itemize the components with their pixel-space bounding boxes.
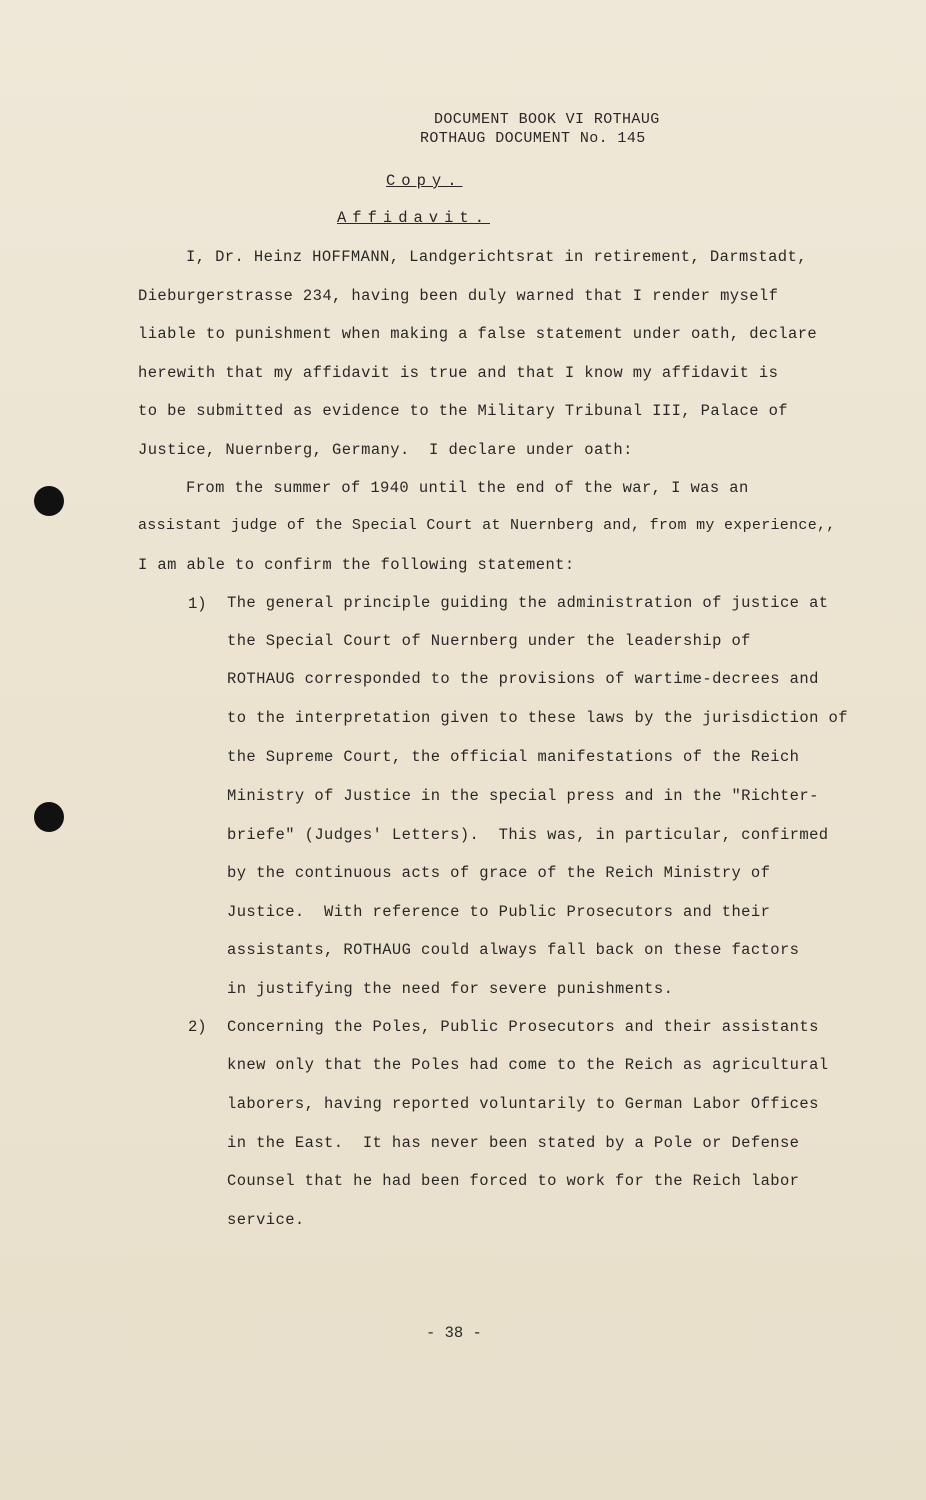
paragraph-line: I am able to confirm the following statement: (138, 556, 575, 574)
item-line: ROTHAUG corresponded to the provisions of wartime-decrees and (227, 670, 819, 688)
page-number: - 38 - (426, 1324, 482, 1342)
item-line: briefe" (Judges' Letters). This was, in particular, confirmed (227, 826, 829, 844)
item-line: Concerning the Poles, Public Prosecutors and their assistants (227, 1018, 819, 1036)
intro-line: Justice, Nuernberg, Germany. I declare under oath: (138, 441, 633, 459)
copy-label: Copy. (386, 172, 463, 190)
intro-line: to be submitted as evidence to the Military Tribunal III, Palace of (138, 402, 789, 420)
item-line: the Supreme Court, the official manifestations of the Reich (227, 748, 800, 766)
punch-hole-bottom (34, 802, 64, 832)
item-line: service. (227, 1211, 305, 1229)
item-line: Ministry of Justice in the special press and in the "Richter- (227, 787, 819, 805)
item-line: Counsel that he had been forced to work for the Reich labor (227, 1172, 800, 1190)
item-line: in justifying the need for severe punishments. (227, 980, 674, 998)
paragraph-line: From the summer of 1940 until the end of the war, I was an (186, 479, 749, 497)
intro-line: herewith that my affidavit is true and that I know my affidavit is (138, 364, 779, 382)
item-number: 1) (188, 595, 207, 613)
item-line: the Special Court of Nuernberg under the leadership of (227, 632, 751, 650)
intro-line: liable to punishment when making a false statement under oath, declare (138, 325, 818, 343)
item-line: to the interpretation given to these laws by the jurisdiction of (227, 709, 848, 727)
header-line-2: ROTHAUG DOCUMENT No. 145 (420, 130, 646, 147)
header-line-1: DOCUMENT BOOK VI ROTHAUG (434, 111, 660, 128)
item-line: laborers, having reported voluntarily to German Labor Offices (227, 1095, 819, 1113)
item-line: by the continuous acts of grace of the Reich Ministry of (227, 864, 771, 882)
item-line: knew only that the Poles had come to the Reich as agricultural (227, 1056, 829, 1074)
document-title: Affidavit. (337, 209, 491, 227)
item-line: assistants, ROTHAUG could always fall back on these factors (227, 941, 800, 959)
intro-line: I, Dr. Heinz HOFFMANN, Landgerichtsrat in retirement, Darmstadt, (186, 248, 807, 266)
item-line: Justice. With reference to Public Prosecutors and their (227, 903, 771, 921)
punch-hole-top (34, 486, 64, 516)
item-line: The general principle guiding the administration of justice at (227, 594, 829, 612)
item-number: 2) (188, 1018, 207, 1036)
paragraph-line: assistant judge of the Special Court at Nuernberg and, from my experience,, (138, 517, 836, 534)
item-line: in the East. It has never been stated by a Pole or Defense (227, 1134, 800, 1152)
intro-line: Dieburgerstrasse 234, having been duly warned that I render myself (138, 287, 779, 305)
